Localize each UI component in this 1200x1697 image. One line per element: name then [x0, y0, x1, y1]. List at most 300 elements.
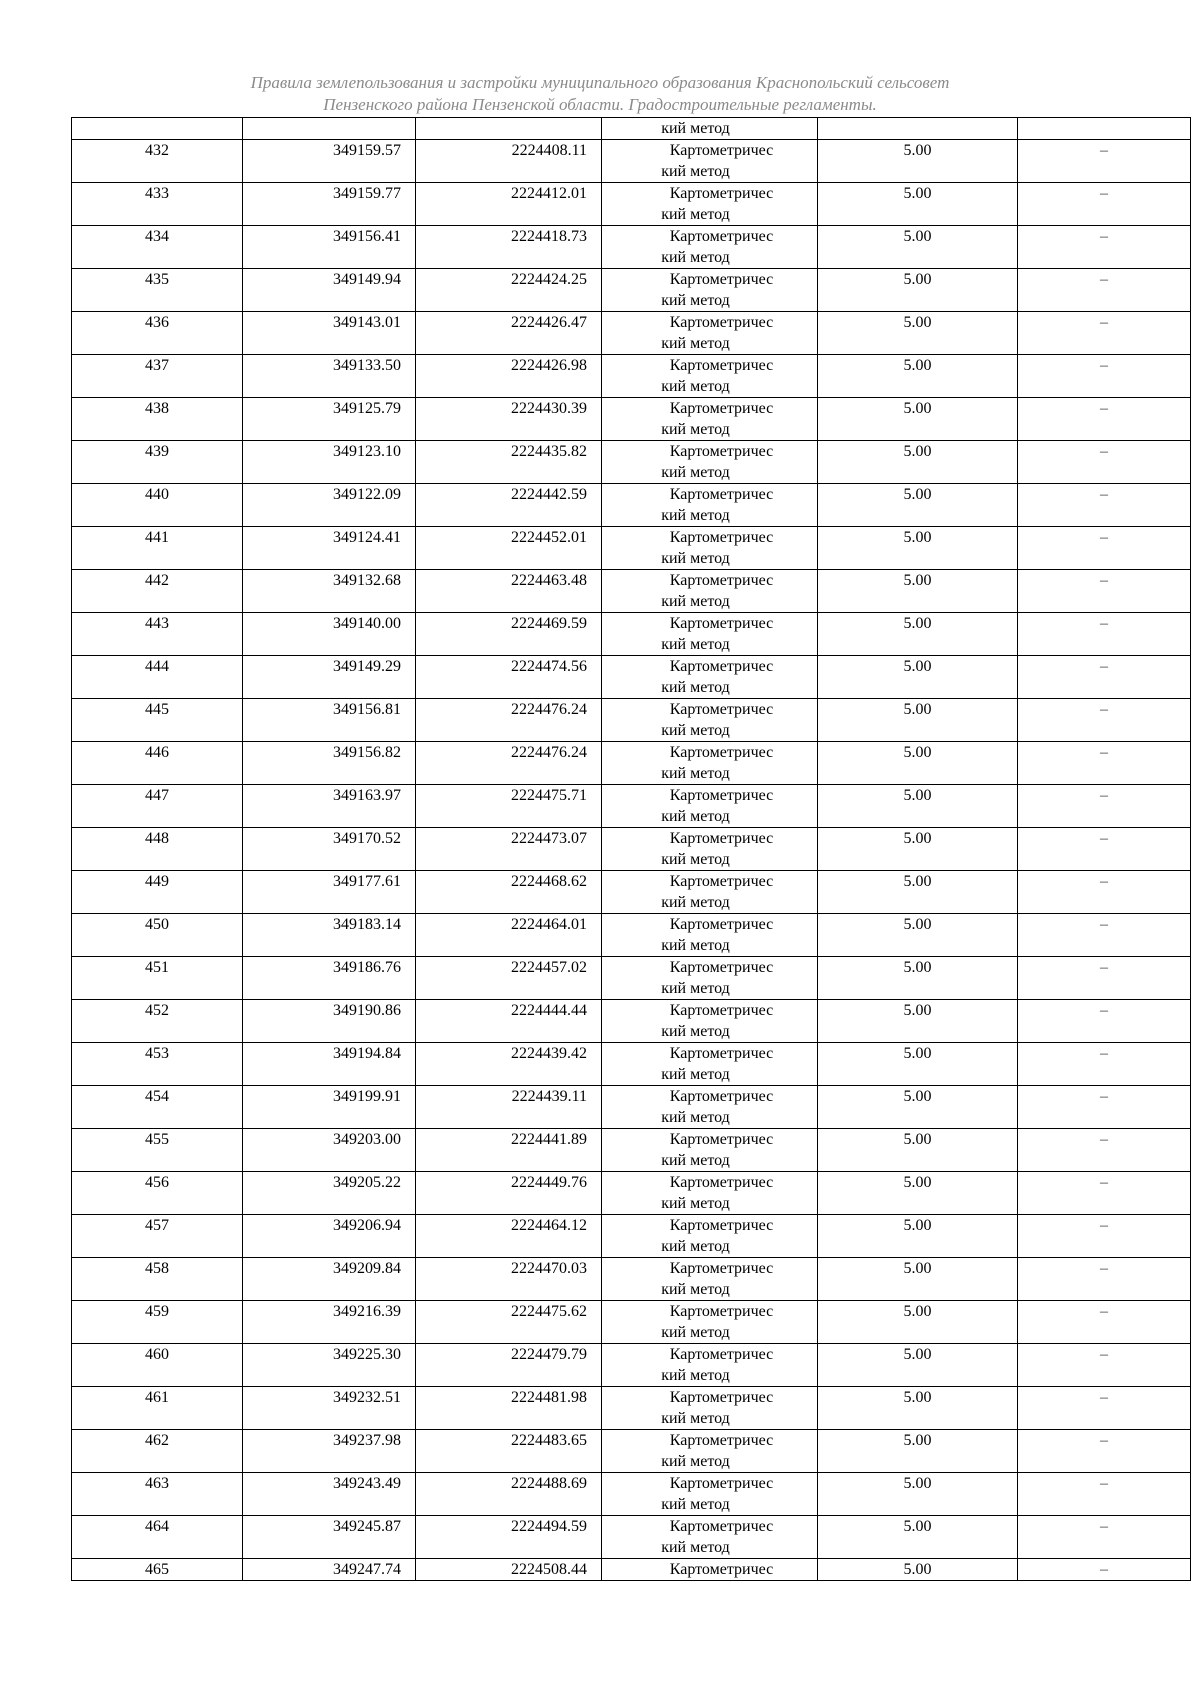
- table-row: [72, 226, 1191, 269]
- table-row: [72, 699, 1191, 742]
- cell-method: [602, 1000, 818, 1043]
- table-row: [72, 1215, 1191, 1258]
- method-line-2: кий метод: [661, 464, 730, 481]
- method-line-2: кий метод: [661, 980, 730, 997]
- cell-error: 5.00: [818, 871, 1018, 914]
- cell-note: –: [1018, 957, 1191, 1000]
- cell-note: –: [1018, 699, 1191, 742]
- cell-method: [602, 699, 818, 742]
- table-row: [72, 183, 1191, 226]
- cell-x: 349140.00: [243, 613, 416, 656]
- method-line-1: Картометричес: [669, 357, 774, 374]
- cell-x: 349156.82: [243, 742, 416, 785]
- cell-x: 349133.50: [243, 355, 416, 398]
- method-line-2: кий метод: [661, 378, 730, 395]
- cell-y: 2224464.01: [416, 914, 602, 957]
- cell-note: –: [1018, 1516, 1191, 1559]
- cell-method: [602, 613, 818, 656]
- method-line-1: Картометричес: [669, 142, 774, 159]
- cell-method: [602, 441, 818, 484]
- table-row: [72, 656, 1191, 699]
- method-line-2: кий метод: [661, 421, 730, 438]
- method-line-2: кий метод: [661, 1195, 730, 1212]
- method-line-2: кий метод: [661, 636, 730, 653]
- method-line-2: кий метод: [661, 163, 730, 180]
- cell-y: 2224464.12: [416, 1215, 602, 1258]
- cell-x: 349156.41: [243, 226, 416, 269]
- method-line-2: кий метод: [661, 1539, 730, 1556]
- method-line-2: кий метод: [661, 894, 730, 911]
- cell-y: 2224469.59: [416, 613, 602, 656]
- cell-error: 5.00: [818, 441, 1018, 484]
- cell-method: [602, 1129, 818, 1172]
- table-row: [72, 785, 1191, 828]
- cell-method: [602, 1086, 818, 1129]
- table-row: [72, 527, 1191, 570]
- cell-x: 349245.87: [243, 1516, 416, 1559]
- cell-note: –: [1018, 1473, 1191, 1516]
- cell-y: 2224476.24: [416, 742, 602, 785]
- cell-x: 349143.01: [243, 312, 416, 355]
- cell-error: 5.00: [818, 957, 1018, 1000]
- cell-method: [602, 785, 818, 828]
- cell-note: –: [1018, 1387, 1191, 1430]
- method-line-2: кий метод: [661, 1367, 730, 1384]
- method-line-2: кий метод: [661, 1453, 730, 1470]
- cell-error: 5.00: [818, 785, 1018, 828]
- cell-x: [243, 118, 416, 140]
- method-line-2: кий метод: [661, 765, 730, 782]
- method-line-2: кий метод: [661, 1496, 730, 1513]
- cell-num: 432: [72, 140, 243, 183]
- cell-method: [602, 914, 818, 957]
- cell-error: 5.00: [818, 527, 1018, 570]
- cell-num: 451: [72, 957, 243, 1000]
- method-line-1: Картометричес: [669, 443, 774, 460]
- table-row: [72, 269, 1191, 312]
- method-line-1: Картометричес: [669, 1045, 774, 1062]
- cell-x: 349205.22: [243, 1172, 416, 1215]
- cell-method: [602, 1559, 818, 1581]
- cell-note: –: [1018, 1215, 1191, 1258]
- cell-note: –: [1018, 785, 1191, 828]
- method-line-1: Картометричес: [669, 959, 774, 976]
- method-line-1: Картометричес: [669, 1475, 774, 1492]
- table-row: [72, 1344, 1191, 1387]
- cell-method: [602, 570, 818, 613]
- method-line-1: Картометричес: [669, 1561, 774, 1578]
- cell-num: 446: [72, 742, 243, 785]
- cell-y: 2224412.01: [416, 183, 602, 226]
- cell-method: [602, 1473, 818, 1516]
- method-line-2: кий метод: [661, 249, 730, 266]
- cell-method: [602, 656, 818, 699]
- table-row: [72, 871, 1191, 914]
- cell-y: 2224442.59: [416, 484, 602, 527]
- cell-x: 349186.76: [243, 957, 416, 1000]
- cell-x: 349237.98: [243, 1430, 416, 1473]
- table-row: [72, 1172, 1191, 1215]
- cell-error: 5.00: [818, 398, 1018, 441]
- cell-x: 349170.52: [243, 828, 416, 871]
- method-line-1: Картометричес: [669, 400, 774, 417]
- cell-note: [1018, 118, 1191, 140]
- table-row: [72, 1430, 1191, 1473]
- cell-method: [602, 871, 818, 914]
- cell-num: 443: [72, 613, 243, 656]
- table-row: [72, 1258, 1191, 1301]
- cell-error: 5.00: [818, 183, 1018, 226]
- cell-method: [602, 1516, 818, 1559]
- method-line-2: кий метод: [661, 507, 730, 524]
- cell-y: 2224435.82: [416, 441, 602, 484]
- cell-note: –: [1018, 656, 1191, 699]
- method-line-2: кий метод: [661, 1023, 730, 1040]
- cell-method: [602, 1172, 818, 1215]
- method-line-1: Картометричес: [669, 701, 774, 718]
- method-line-1: Картометричес: [669, 1088, 774, 1105]
- method-line-1: Картометричес: [669, 1174, 774, 1191]
- cell-error: 5.00: [818, 828, 1018, 871]
- table-row: [72, 1387, 1191, 1430]
- method-line-1: Картометричес: [669, 830, 774, 847]
- cell-method: [602, 1344, 818, 1387]
- cell-error: 5.00: [818, 312, 1018, 355]
- cell-num: 449: [72, 871, 243, 914]
- cell-x: 349122.09: [243, 484, 416, 527]
- table-row: [72, 742, 1191, 785]
- table-row: [72, 1473, 1191, 1516]
- cell-method: [602, 1215, 818, 1258]
- method-line-2: кий метод: [661, 1410, 730, 1427]
- cell-note: –: [1018, 1258, 1191, 1301]
- cell-num: 439: [72, 441, 243, 484]
- cell-num: 437: [72, 355, 243, 398]
- method-line-2: кий метод: [661, 679, 730, 696]
- method-line-1: Картометричес: [669, 1389, 774, 1406]
- cell-y: 2224439.11: [416, 1086, 602, 1129]
- cell-note: –: [1018, 441, 1191, 484]
- method-line-2: кий метод: [661, 1324, 730, 1341]
- cell-error: 5.00: [818, 1344, 1018, 1387]
- cell-y: 2224418.73: [416, 226, 602, 269]
- table-row: [72, 1516, 1191, 1559]
- method-line-2: кий метод: [661, 722, 730, 739]
- cell-num: 438: [72, 398, 243, 441]
- table-row: [72, 1301, 1191, 1344]
- table-row: [72, 1559, 1191, 1581]
- cell-error: 5.00: [818, 1129, 1018, 1172]
- cell-error: 5.00: [818, 226, 1018, 269]
- method-line-1: Картометричес: [669, 486, 774, 503]
- cell-method: [602, 269, 818, 312]
- cell-error: 5.00: [818, 1473, 1018, 1516]
- cell-note: –: [1018, 183, 1191, 226]
- cell-y: 2224474.56: [416, 656, 602, 699]
- cell-x: 349243.49: [243, 1473, 416, 1516]
- cell-error: 5.00: [818, 1559, 1018, 1581]
- method-line-1: Картометричес: [669, 314, 774, 331]
- cell-y: 2224494.59: [416, 1516, 602, 1559]
- cell-error: 5.00: [818, 1215, 1018, 1258]
- method-line-2: кий метод: [661, 1152, 730, 1169]
- cell-method: [602, 1043, 818, 1086]
- cell-error: [818, 118, 1018, 140]
- cell-error: 5.00: [818, 1172, 1018, 1215]
- cell-error: 5.00: [818, 140, 1018, 183]
- cell-x: 349123.10: [243, 441, 416, 484]
- cell-method: [602, 957, 818, 1000]
- cell-note: –: [1018, 742, 1191, 785]
- table-row: [72, 441, 1191, 484]
- cell-num: 442: [72, 570, 243, 613]
- cell-num: 445: [72, 699, 243, 742]
- method-line-2: кий метод: [661, 206, 730, 223]
- cell-note: –: [1018, 1559, 1191, 1581]
- cell-note: –: [1018, 1172, 1191, 1215]
- method-line-2: кий метод: [661, 550, 730, 567]
- cell-method: [602, 312, 818, 355]
- cell-y: 2224441.89: [416, 1129, 602, 1172]
- table-row: [72, 957, 1191, 1000]
- cell-num: 454: [72, 1086, 243, 1129]
- cell-num: 433: [72, 183, 243, 226]
- method-line-1: Картометричес: [669, 873, 774, 890]
- method-line-1: Картометричес: [669, 615, 774, 632]
- cell-y: 2224430.39: [416, 398, 602, 441]
- cell-num: 455: [72, 1129, 243, 1172]
- header-line-2: Пензенского района Пензенской области. Градостроительные регламенты.: [323, 95, 877, 114]
- cell-y: 2224424.25: [416, 269, 602, 312]
- cell-x: 349149.94: [243, 269, 416, 312]
- cell-note: –: [1018, 140, 1191, 183]
- cell-x: 349190.86: [243, 1000, 416, 1043]
- method-line-2: кий метод: [661, 937, 730, 954]
- cell-x: 349132.68: [243, 570, 416, 613]
- method-line-2: кий метод: [661, 1109, 730, 1126]
- cell-y: 2224473.07: [416, 828, 602, 871]
- method-line-1: Картометричес: [669, 1346, 774, 1363]
- method-line-1: Картометричес: [669, 787, 774, 804]
- cell-num: 459: [72, 1301, 243, 1344]
- table-row: [72, 1086, 1191, 1129]
- cell-y: 2224476.24: [416, 699, 602, 742]
- cell-num: 464: [72, 1516, 243, 1559]
- cell-note: –: [1018, 312, 1191, 355]
- continuation-row: [72, 118, 1191, 140]
- cell-error: 5.00: [818, 1043, 1018, 1086]
- table-row: [72, 140, 1191, 183]
- cell-error: 5.00: [818, 914, 1018, 957]
- cell-note: –: [1018, 269, 1191, 312]
- cell-num: 448: [72, 828, 243, 871]
- cell-x: 349247.74: [243, 1559, 416, 1581]
- cell-x: 349177.61: [243, 871, 416, 914]
- cell-num: 436: [72, 312, 243, 355]
- cell-num: 447: [72, 785, 243, 828]
- method-line-2: кий метод: [661, 808, 730, 825]
- cell-method: кий метод: [602, 118, 818, 140]
- cell-num: 444: [72, 656, 243, 699]
- cell-error: 5.00: [818, 742, 1018, 785]
- cell-y: 2224408.11: [416, 140, 602, 183]
- cell-x: 349194.84: [243, 1043, 416, 1086]
- cell-method: [602, 484, 818, 527]
- cell-x: 349125.79: [243, 398, 416, 441]
- cell-method: [602, 1301, 818, 1344]
- cell-method: [602, 1387, 818, 1430]
- cell-error: 5.00: [818, 1086, 1018, 1129]
- cell-method: [602, 398, 818, 441]
- cell-note: –: [1018, 828, 1191, 871]
- method-line-1: Картометричес: [669, 1260, 774, 1277]
- cell-x: 349203.00: [243, 1129, 416, 1172]
- cell-y: 2224449.76: [416, 1172, 602, 1215]
- method-line-1: Картометричес: [669, 1002, 774, 1019]
- cell-method: [602, 527, 818, 570]
- cell-note: –: [1018, 484, 1191, 527]
- table-row: [72, 312, 1191, 355]
- table-row: [72, 1043, 1191, 1086]
- method-line-2: кий метод: [661, 593, 730, 610]
- cell-x: 349209.84: [243, 1258, 416, 1301]
- method-line-1: Картометричес: [669, 529, 774, 546]
- cell-note: –: [1018, 1043, 1191, 1086]
- table-row: [72, 828, 1191, 871]
- cell-note: –: [1018, 570, 1191, 613]
- table-row: [72, 914, 1191, 957]
- method-line-1: Картометричес: [669, 1217, 774, 1234]
- method-line-1: Картометричес: [669, 916, 774, 933]
- cell-error: 5.00: [818, 1301, 1018, 1344]
- table-row: [72, 355, 1191, 398]
- cell-x: 349124.41: [243, 527, 416, 570]
- cell-y: 2224457.02: [416, 957, 602, 1000]
- cell-error: 5.00: [818, 699, 1018, 742]
- cell-method: [602, 355, 818, 398]
- cell-method: [602, 183, 818, 226]
- cell-note: –: [1018, 226, 1191, 269]
- cell-error: 5.00: [818, 1387, 1018, 1430]
- cell-method: [602, 828, 818, 871]
- cell-num: 463: [72, 1473, 243, 1516]
- cell-y: 2224508.44: [416, 1559, 602, 1581]
- cell-x: 349216.39: [243, 1301, 416, 1344]
- cell-y: 2224483.65: [416, 1430, 602, 1473]
- table-row: [72, 398, 1191, 441]
- cell-x: 349159.57: [243, 140, 416, 183]
- cell-y: 2224452.01: [416, 527, 602, 570]
- method-line-1: Картометричес: [669, 658, 774, 675]
- cell-num: 458: [72, 1258, 243, 1301]
- cell-y: 2224481.98: [416, 1387, 602, 1430]
- cell-num: 465: [72, 1559, 243, 1581]
- table-row: [72, 613, 1191, 656]
- cell-num: 450: [72, 914, 243, 957]
- cell-y: 2224470.03: [416, 1258, 602, 1301]
- cell-y: [416, 118, 602, 140]
- cell-note: –: [1018, 1129, 1191, 1172]
- cell-y: 2224439.42: [416, 1043, 602, 1086]
- cell-note: –: [1018, 527, 1191, 570]
- cell-method: [602, 1430, 818, 1473]
- method-line-2: кий метод: [661, 292, 730, 309]
- cell-error: 5.00: [818, 269, 1018, 312]
- coordinates-table: [71, 117, 1191, 1581]
- cell-x: 349149.29: [243, 656, 416, 699]
- page-header: [0, 72, 1200, 116]
- method-line-1: Картометричес: [669, 1303, 774, 1320]
- table-row: [72, 1129, 1191, 1172]
- cell-num: 452: [72, 1000, 243, 1043]
- table-row: [72, 1000, 1191, 1043]
- method-line-2: кий метод: [661, 1066, 730, 1083]
- cell-y: 2224444.44: [416, 1000, 602, 1043]
- cell-x: 349159.77: [243, 183, 416, 226]
- method-line-2: кий метод: [661, 1238, 730, 1255]
- method-line-1: Картометричес: [669, 185, 774, 202]
- cell-num: 462: [72, 1430, 243, 1473]
- cell-num: 456: [72, 1172, 243, 1215]
- cell-x: 349232.51: [243, 1387, 416, 1430]
- cell-num: 460: [72, 1344, 243, 1387]
- table-row: [72, 484, 1191, 527]
- method-line-1: Картометричес: [669, 572, 774, 589]
- cell-y: 2224475.62: [416, 1301, 602, 1344]
- cell-num: 461: [72, 1387, 243, 1430]
- cell-x: 349163.97: [243, 785, 416, 828]
- cell-num: 441: [72, 527, 243, 570]
- cell-num: 440: [72, 484, 243, 527]
- method-line-1: Картометричес: [669, 1518, 774, 1535]
- cell-method: [602, 1258, 818, 1301]
- cell-y: 2224488.69: [416, 1473, 602, 1516]
- cell-method: [602, 226, 818, 269]
- table-row: [72, 570, 1191, 613]
- cell-x: 349183.14: [243, 914, 416, 957]
- cell-error: 5.00: [818, 1000, 1018, 1043]
- method-line-1: Картометричес: [669, 1432, 774, 1449]
- cell-error: 5.00: [818, 1516, 1018, 1559]
- cell-error: 5.00: [818, 1258, 1018, 1301]
- cell-method: [602, 742, 818, 785]
- cell-x: 349156.81: [243, 699, 416, 742]
- cell-num: 435: [72, 269, 243, 312]
- cell-y: 2224479.79: [416, 1344, 602, 1387]
- header-line-1: Правила землепользования и застройки муниципального образования Краснопольский сельсовет: [250, 73, 950, 92]
- cell-y: 2224475.71: [416, 785, 602, 828]
- cell-y: 2224463.48: [416, 570, 602, 613]
- cell-error: 5.00: [818, 570, 1018, 613]
- cell-x: 349199.91: [243, 1086, 416, 1129]
- cell-note: –: [1018, 613, 1191, 656]
- coordinates-table-body: [72, 118, 1191, 1581]
- cell-note: –: [1018, 1344, 1191, 1387]
- cell-y: 2224426.47: [416, 312, 602, 355]
- method-line-1: Картометричес: [669, 744, 774, 761]
- cell-x: 349225.30: [243, 1344, 416, 1387]
- cell-note: –: [1018, 1430, 1191, 1473]
- cell-num: [72, 118, 243, 140]
- cell-note: –: [1018, 1000, 1191, 1043]
- cell-note: –: [1018, 398, 1191, 441]
- cell-x: 349206.94: [243, 1215, 416, 1258]
- method-line-2: кий метод: [661, 335, 730, 352]
- cell-note: –: [1018, 871, 1191, 914]
- method-line-1: Картометричес: [669, 1131, 774, 1148]
- cell-num: 434: [72, 226, 243, 269]
- cell-note: –: [1018, 1086, 1191, 1129]
